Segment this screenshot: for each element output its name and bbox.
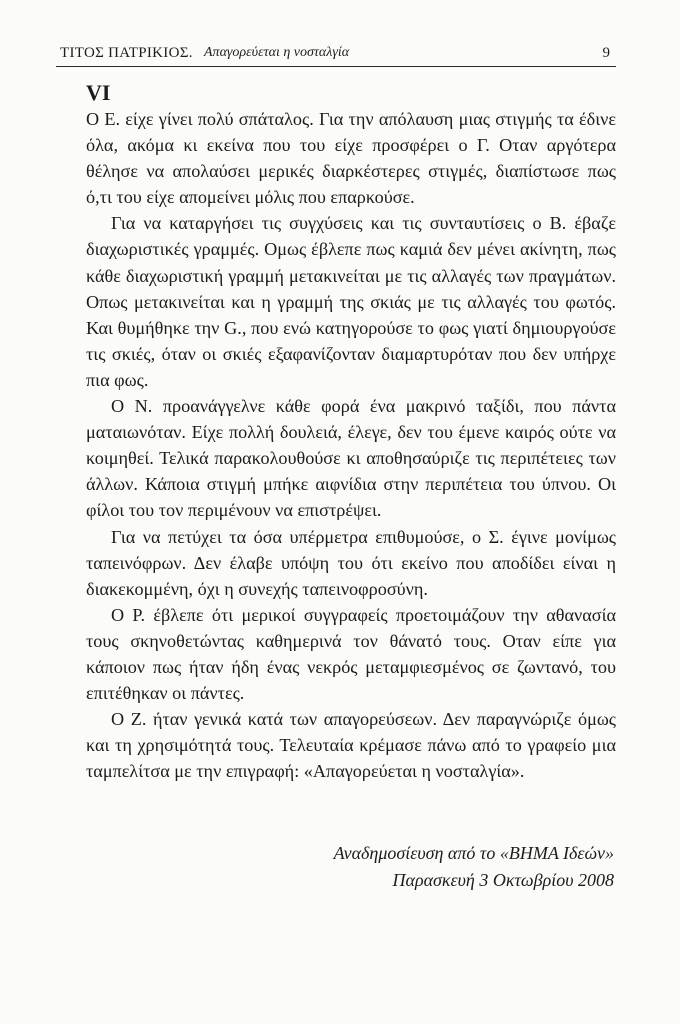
header-book-title: Απαγορεύεται η νοσταλγία: [204, 45, 350, 60]
source-note: [334, 840, 614, 894]
paragraph: Για να πετύχει τα όσα υπέρμετρα επιθυμούσε, ο Σ. έγινε μονίμως ταπεινόφρων. Δεν έλαβε υπόψη του ότι εκείνο που αποδίδει είναι η διακεκομμένη, όχι η συνεχής ταπεινοφροσύνη.: [86, 526, 616, 599]
running-header: [56, 40, 616, 67]
body-text: [86, 106, 616, 784]
section-heading: VI: [86, 80, 111, 105]
page-number: 9: [602, 45, 610, 61]
paragraph: Ο Ρ. έβλεπε ότι μερικοί συγγραφείς προετοιμάζουν την αθανασία τους σκηνοθετώντας καθημερινά τον θάνατό τους. Οταν είπε για κάποιον πως ήταν ήδη ένας νεκρός μεταμφιεσμένος σε ζωντανό, του επιτέθηκαν οι πάντες.: [86, 604, 616, 704]
paragraph: Ο Ζ. ήταν γενικά κατά των απαγορεύσεων. Δεν παραγνώριζε όμως και τη χρησιμότητά τους. Τελευταία κρέμασε πάνω από το γραφείο μια ταμπελίτσα με την επιγραφή: «Απαγορεύεται η νοσταλγία».: [86, 709, 616, 782]
paragraph: Για να καταργήσει τις συγχύσεις και τις συνταυτίσεις ο Β. έβαζε διαχωριστικές γραμμές. Ομως έβλεπε πως καμιά δεν μένει ακίνητη, πως κάθε διαχωριστική γραμμή μετακινείται με τις αλλαγές των πραγμάτων. Οπως μετακινείται και η γραμμή της σκιάς με τις αλλαγές του φωτός. Και θυμήθηκε την G., που ενώ κατηγορούσε το φως γιατί δημιουργούσε τις σκιές, όταν οι σκιές εξαφανίζονταν διαμαρτυρόταν που δεν υπήρχε πια φως.: [86, 213, 616, 390]
paragraph: Ο Ε. είχε γίνει πολύ σπάταλος. Για την απόλαυση μιας στιγμής τα έδινε όλα, ακόμα κι εκείνα που του είχε προσφέρει ο Γ. Οταν αργότερα θέλησε να απολαύσει μερικές διαρκέστερες στιγμές, διαπίστωσε πως ό,τι του είχε απομείνει μόλις που επαρκούσε.: [86, 109, 616, 208]
source-note-publication: Αναδημοσίευση από το «ΒΗΜΑ Ιδεών»: [333, 843, 614, 863]
source-note-date: Παρασκευή 3 Οκτωβρίου 2008: [392, 870, 614, 890]
paragraph: Ο Ν. προανάγγελνε κάθε φορά ένα μακρινό ταξίδι, που πάντα ματαιωνόταν. Είχε πολλή δουλειά, έλεγε, δεν του έμενε καιρός ούτε να κοιμηθεί. Τελικά παρακολουθούσε κι αποθησαύριζε τις περιπέτειες των άλλων. Κάποια στιγμή μπήκε αιφνίδια στην περιπέτεια του ύπνου. Οι φίλοι του τον περιμένουν να επιστρέψει.: [86, 396, 616, 521]
header-author: ΤΙΤΟΣ ΠΑΤΡΙΚΙΟΣ.: [60, 45, 193, 61]
